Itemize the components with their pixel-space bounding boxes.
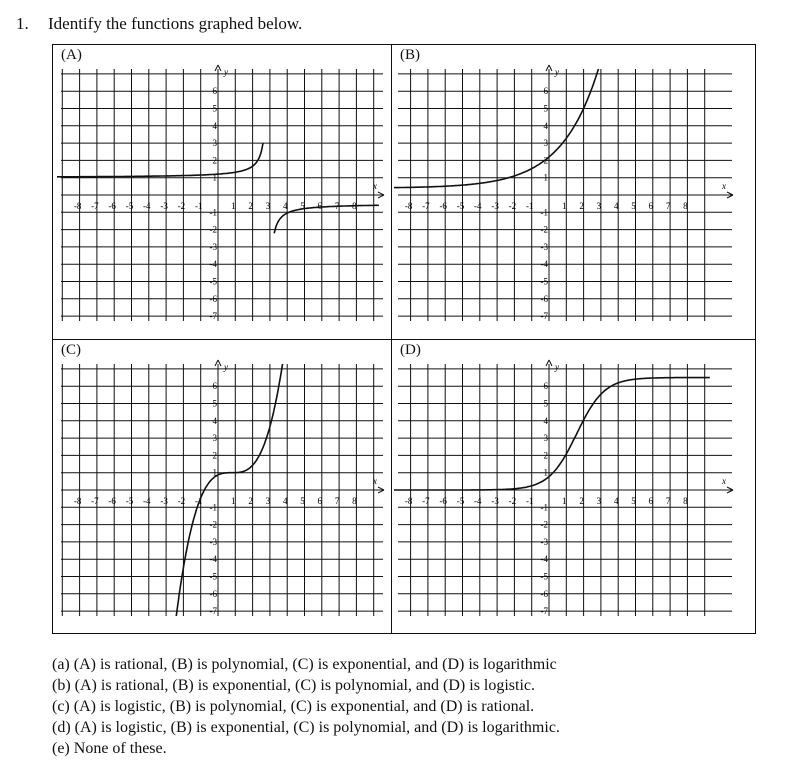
grid-lines <box>61 364 383 616</box>
x-tick-label: 4 <box>613 496 619 506</box>
x-tick-label: 2 <box>579 496 584 506</box>
x-tick-label: -4 <box>143 496 151 506</box>
x-tick-label: -6 <box>108 201 116 211</box>
x-tick-label: -1 <box>525 496 534 506</box>
x-tick-label: 3 <box>596 201 602 211</box>
graph-a-label: (A) <box>61 47 82 63</box>
y-tick-label: -7 <box>540 606 548 617</box>
choice-letter: (d) <box>52 719 71 736</box>
x-tick-label: 7 <box>334 201 340 211</box>
y-tick-label: 3 <box>212 433 217 444</box>
choice-letter: (e) <box>52 740 70 757</box>
y-tick-label: -7 <box>540 311 548 322</box>
x-tick-label: 5 <box>300 496 305 506</box>
question-header <box>16 14 302 34</box>
x-tick-label: -1 <box>525 201 534 211</box>
x-tick-label: -2 <box>177 201 186 211</box>
x-tick-label: -3 <box>491 201 499 211</box>
y-tick-label: -3 <box>209 536 217 547</box>
x-tick-label: 1 <box>231 201 236 211</box>
y-tick-label: 2 <box>543 155 548 166</box>
y-tick-label: 2 <box>212 155 217 166</box>
x-tick-label: -3 <box>491 496 499 506</box>
choice-c[interactable] <box>52 696 560 717</box>
y-tick-label: 4 <box>543 120 548 131</box>
x-tick-label: -4 <box>143 201 151 211</box>
x-tick-label: -8 <box>73 496 82 506</box>
x-tick-label: 8 <box>683 201 688 211</box>
choice-letter: (c) <box>52 698 70 715</box>
y-tick-label: -6 <box>209 588 217 599</box>
x-tick-label: 2 <box>248 201 253 211</box>
graph-a-plot <box>53 45 391 339</box>
x-tick-label: -7 <box>91 201 99 211</box>
y-tick-label: -3 <box>540 241 548 252</box>
y-axis-label: y <box>555 362 559 372</box>
y-tick-label: 1 <box>543 467 548 478</box>
x-tick-label: 5 <box>300 201 305 211</box>
y-tick-label: 3 <box>543 138 548 149</box>
graph-b-label: (B) <box>400 47 420 63</box>
x-tick-label: 3 <box>596 496 602 506</box>
y-tick-label: -1 <box>540 502 548 513</box>
x-tick-label: 8 <box>683 496 688 506</box>
y-tick-label: 6 <box>212 86 217 97</box>
y-tick-label: -4 <box>209 259 217 270</box>
x-tick-label: 4 <box>613 201 619 211</box>
x-tick-label: 7 <box>334 496 340 506</box>
graph-c-plot <box>53 340 391 633</box>
y-tick-label: -2 <box>540 224 548 235</box>
x-tick-label: -4 <box>474 201 482 211</box>
x-axis-label: x <box>722 476 726 486</box>
choice-b[interactable] <box>52 675 560 696</box>
x-tick-label: 1 <box>562 496 567 506</box>
y-tick-label: 4 <box>543 415 548 426</box>
question-prompt: Identify the functions graphed below. <box>48 14 303 33</box>
x-tick-label: -2 <box>508 496 517 506</box>
x-tick-label: -2 <box>508 201 517 211</box>
choice-text: None of these. <box>73 740 167 757</box>
y-tick-label: -2 <box>209 519 217 530</box>
grid-lines <box>61 69 383 321</box>
y-tick-label: 5 <box>543 103 548 114</box>
y-tick-label: -4 <box>209 554 217 565</box>
y-axis-label: y <box>224 362 228 372</box>
x-tick-label: -6 <box>108 496 116 506</box>
y-tick-label: 2 <box>543 450 548 461</box>
y-tick-label: 3 <box>212 138 217 149</box>
choice-text: (A) is rational, (B) is exponential, (C) is polynomial, and (D) is logistic. <box>74 677 536 694</box>
graph-cell-a <box>53 45 391 339</box>
x-tick-label: 8 <box>352 496 357 506</box>
x-tick-label: -6 <box>439 496 447 506</box>
y-tick-label: -5 <box>540 571 548 582</box>
y-tick-label: -5 <box>540 276 548 287</box>
x-tick-label: -1 <box>194 201 203 211</box>
choice-text: (A) is rational, (B) is polynomial, (C) is exponential, and (D) is logarithmic <box>73 656 557 673</box>
y-tick-label: 1 <box>212 467 217 478</box>
graph-b-plot <box>392 45 755 339</box>
x-axis-label: x <box>722 181 726 191</box>
y-tick-label: -6 <box>540 293 548 304</box>
x-tick-label: 6 <box>317 496 323 506</box>
y-tick-label: 2 <box>212 450 217 461</box>
x-tick-label: 4 <box>282 201 288 211</box>
choice-a[interactable] <box>52 654 560 675</box>
y-tick-label: 5 <box>212 103 217 114</box>
y-tick-label: 4 <box>212 415 217 426</box>
y-axis-label: y <box>224 67 228 77</box>
graph-cell-c <box>53 340 391 633</box>
y-axis-label: y <box>555 67 559 77</box>
x-axis-label: x <box>373 476 377 486</box>
x-tick-label: 8 <box>352 201 357 211</box>
function-curve <box>392 45 611 188</box>
x-tick-label: -3 <box>160 201 168 211</box>
y-tick-label: -5 <box>209 571 217 582</box>
x-tick-label: -8 <box>73 201 82 211</box>
question-number: 1. <box>16 14 29 33</box>
y-tick-label: -4 <box>540 259 548 270</box>
y-tick-label: -3 <box>540 536 548 547</box>
x-tick-label: -5 <box>125 201 134 211</box>
y-tick-label: -4 <box>540 554 548 565</box>
x-tick-label: 7 <box>665 201 671 211</box>
y-tick-label: -7 <box>209 606 217 617</box>
x-tick-label: -6 <box>439 201 447 211</box>
x-tick-label: 1 <box>231 496 236 506</box>
y-tick-label: -7 <box>209 311 217 322</box>
y-tick-label: 4 <box>212 120 217 131</box>
x-tick-label: -2 <box>177 496 186 506</box>
x-tick-label: -8 <box>404 496 413 506</box>
choice-letter: (a) <box>52 656 70 673</box>
x-tick-label: -7 <box>422 201 430 211</box>
x-tick-label: 3 <box>265 496 271 506</box>
y-tick-label: 5 <box>543 398 548 409</box>
grid-lines <box>398 69 732 321</box>
choice-e[interactable] <box>52 738 560 759</box>
x-tick-label: -8 <box>404 201 413 211</box>
choice-text: (A) is logistic, (B) is exponential, (C) is polynomial, and (D) is logarithmic. <box>74 719 560 736</box>
choice-d[interactable] <box>52 717 560 738</box>
y-tick-label: -6 <box>209 293 217 304</box>
graph-d-label: (D) <box>400 342 421 358</box>
x-tick-label: 7 <box>665 496 671 506</box>
y-tick-label: -6 <box>540 588 548 599</box>
y-tick-label: -5 <box>209 276 217 287</box>
y-tick-label: -2 <box>209 224 217 235</box>
y-tick-label: -1 <box>209 207 217 218</box>
y-tick-label: -3 <box>209 241 217 252</box>
x-tick-label: 4 <box>282 496 288 506</box>
y-tick-label: 6 <box>543 86 548 97</box>
x-tick-label: 3 <box>265 201 271 211</box>
graph-cell-b <box>392 45 755 339</box>
x-tick-label: -3 <box>160 496 168 506</box>
x-tick-label: -1 <box>194 496 203 506</box>
x-tick-label: -5 <box>456 496 465 506</box>
graph-cell-d <box>392 340 755 633</box>
graph-d-plot <box>392 340 755 633</box>
y-tick-label: -2 <box>540 519 548 530</box>
graphs-table <box>52 44 756 634</box>
x-tick-label: 6 <box>648 496 654 506</box>
x-tick-label: -4 <box>474 496 482 506</box>
x-tick-label: 5 <box>631 496 636 506</box>
x-tick-label: 6 <box>317 201 323 211</box>
x-tick-label: 2 <box>248 496 253 506</box>
choice-letter: (b) <box>52 677 71 694</box>
x-tick-label: 2 <box>579 201 584 211</box>
y-tick-label: 6 <box>212 381 217 392</box>
x-tick-label: -7 <box>422 496 430 506</box>
y-tick-label: 1 <box>543 172 548 183</box>
y-tick-label: -1 <box>209 502 217 513</box>
y-tick-label: 6 <box>543 381 548 392</box>
y-tick-label: -1 <box>540 207 548 218</box>
x-tick-label: -7 <box>91 496 99 506</box>
x-tick-label: 5 <box>631 201 636 211</box>
y-tick-label: 1 <box>212 172 217 183</box>
answer-choices <box>52 654 560 759</box>
x-tick-label: 6 <box>648 201 654 211</box>
choice-text: (A) is logistic, (B) is polynomial, (C) is exponential, and (D) is rational. <box>73 698 535 715</box>
x-axis-label: x <box>373 181 377 191</box>
x-tick-label: -5 <box>456 201 465 211</box>
x-tick-label: -5 <box>125 496 134 506</box>
y-tick-label: 5 <box>212 398 217 409</box>
x-tick-label: 1 <box>562 201 567 211</box>
graph-c-label: (C) <box>61 342 81 358</box>
y-tick-label: 3 <box>543 433 548 444</box>
